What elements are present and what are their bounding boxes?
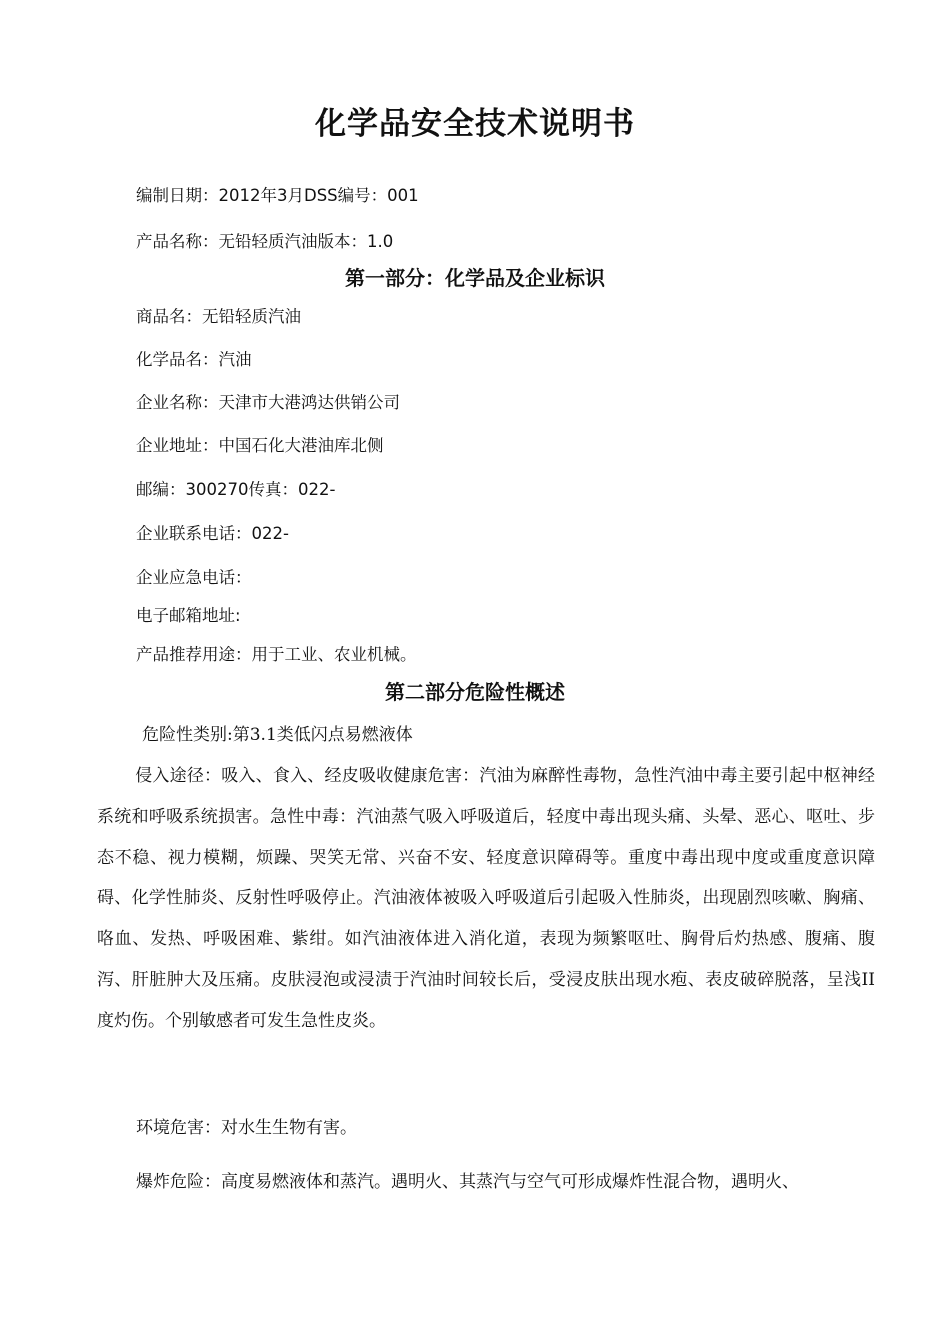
hazard-class-line: 危险性类别:第3.1类低闪点易燃液体 [142,725,413,745]
company-phone-line: 企业联系电话：022- [136,524,289,543]
trade-name-line: 商品名：无铅轻质汽油 [136,307,301,326]
postcode-fax-line: 邮编：300270传真：022- [136,480,336,499]
company-address-line: 企业地址：中国石化大港油库北侧 [136,436,384,455]
company-name-line: 企业名称：天津市大港鸿达供销公司 [136,393,400,412]
environment-hazard-line: 环境危害：对水生生物有害。 [136,1118,357,1138]
emergency-phone-line: 企业应急电话： [136,568,252,587]
health-hazard-paragraph [97,756,875,1042]
recommended-use-line: 产品推荐用途：用于工业、农业机械。 [136,645,417,664]
section1-heading: 第一部分：化学品及企业标识 [345,266,605,290]
email-line: 电子邮箱地址: [136,606,241,625]
document-title: 化学品安全技术说明书 [315,106,635,142]
health-hazard-text: 侵入途径：吸入、食入、经皮吸收健康危害：汽油为麻醉性毒物，急性汽油中毒主要引起中枢神经系统和呼吸系统损害。急性中毒：汽油蒸气吸入呼吸道后，轻度中毒出现头痛、头晕、恶心、呕吐、步态不稳、视力模糊，烦躁、哭笑无常、兴奋不安、轻度意识障碍等。重度中毒出现中度或重度意识障碍、化学性肺炎、反射性呼吸停止。汽油液体被吸入呼吸道后引起吸入性肺炎，出现剧烈咳嗽、胸痛、咯血、发热、呼吸困难、紫绀。如汽油液体进入消化道，表现为频繁呕吐、胸骨后灼热感、腹痛、腹泻、肝脏肿大及压痛。皮肤浸泡或浸渍于汽油时间较长后，受浸皮肤出现水疱、表皮破碎脱落，呈浅II度灼伤。个别敏感者可发生急性皮炎。 [97,766,875,1031]
date-and-dss-number: 编制日期：2012年3月DSS编号：001 [136,186,419,205]
chemical-name-line: 化学品名：汽油 [136,350,252,369]
product-name-and-version: 产品名称：无铅轻质汽油版本：1.0 [136,232,394,251]
explosion-hazard-line: 爆炸危险：高度易燃液体和蒸汽。遇明火、其蒸汽与空气可形成爆炸性混合物，遇明火、 [136,1172,799,1192]
section2-heading: 第二部分危险性概述 [385,680,565,704]
